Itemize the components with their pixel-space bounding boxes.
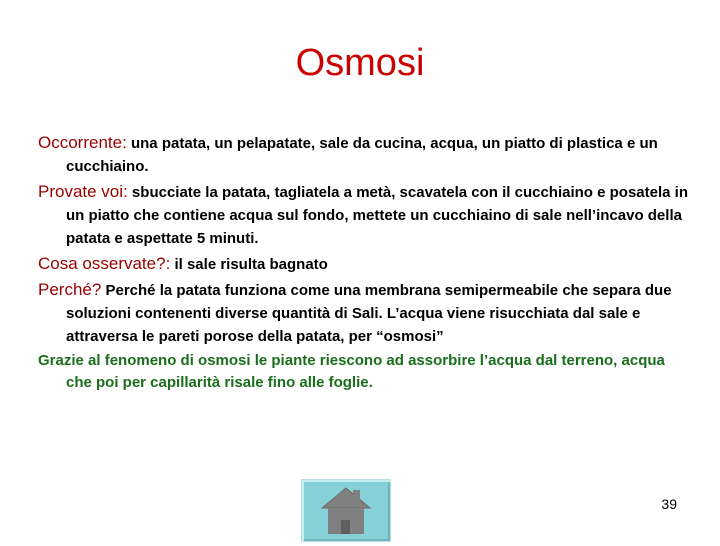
slide-content xyxy=(38,131,688,394)
page-number: 39 xyxy=(661,496,677,512)
paragraph-occorrente xyxy=(38,131,688,178)
provate-label: Provate voi: xyxy=(38,182,128,201)
paragraph-conclusione: Grazie al fenomeno di osmosi le piante riescono ad assorbire l’acqua dal terreno, acqua che poi per capillarità risale fino alle foglie. xyxy=(38,352,665,391)
home-button[interactable] xyxy=(301,479,391,542)
occorrente-label: Occorrente: xyxy=(38,133,127,152)
paragraph-provate xyxy=(38,180,688,250)
paragraph-osservate xyxy=(38,252,688,276)
provate-text: sbucciate la patata, tagliatela a metà, scavatela con il cucchiaino e posatela in un piatto che contiene acqua sul fondo, mettete un cucchiaino di sale nell’incavo della patata e aspettate 5 minuti. xyxy=(66,184,688,247)
slide-title: Osmosi xyxy=(295,42,425,84)
paragraph-perche xyxy=(38,278,688,348)
osservate-label: Cosa osservate?: xyxy=(38,254,171,273)
house-icon xyxy=(302,480,390,541)
perche-text: Perché la patata funziona come una membrana semipermeabile che separa due soluzioni contenenti diverse quantità di Sali. L’acqua viene risucchiata dal sale e attraversa le pareti porose della patata, per “osmosi” xyxy=(66,282,672,345)
osservate-text: il sale risulta bagnato xyxy=(170,256,328,273)
perche-label: Perché? xyxy=(38,280,102,299)
occorrente-text: una patata, un pelapatate, sale da cucina, acqua, un piatto di plastica e un cucchiaino. xyxy=(66,135,658,175)
